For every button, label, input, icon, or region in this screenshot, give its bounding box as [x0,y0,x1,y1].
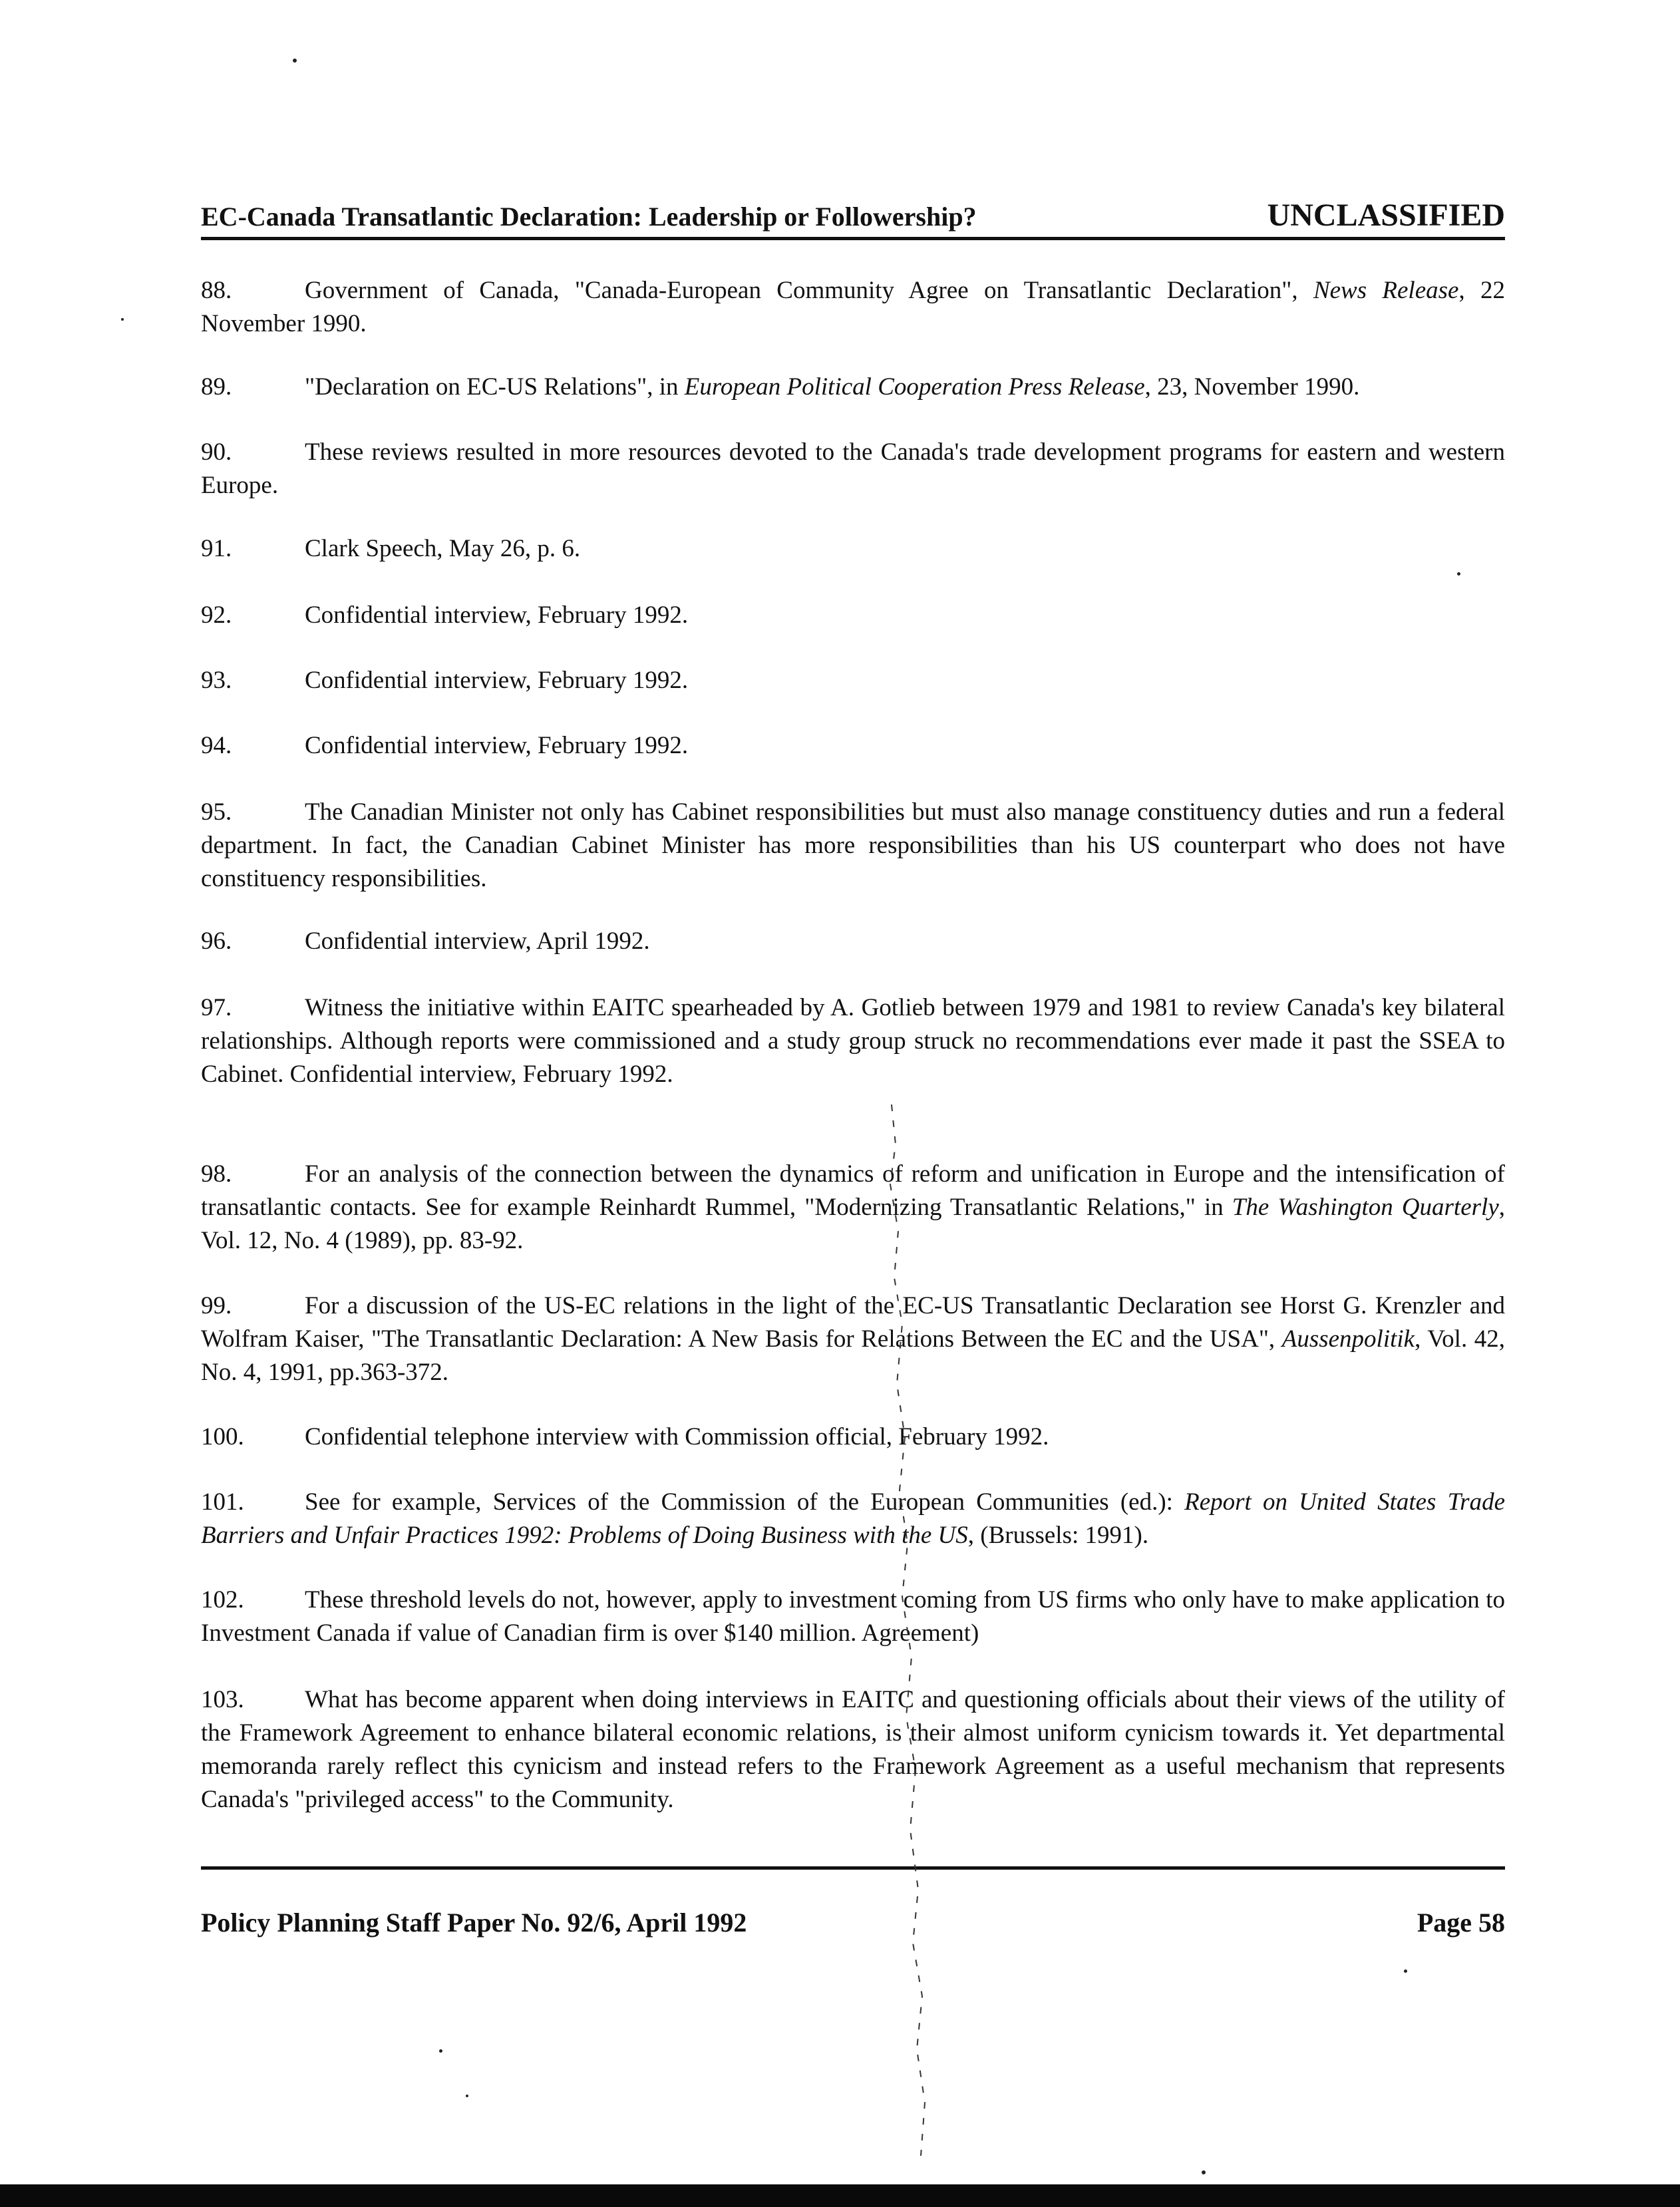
footnote-text: Clark Speech, May 26, p. 6. [305,535,581,562]
footnote-text: These threshold levels do not, however, apply to investment coming from US firms who only have to make application to Investment Canada if value of Canadian firm is over $140 million. Agreement) [201,1586,1505,1647]
footnote-92 [201,599,1505,632]
footnote-96 [201,925,1505,958]
footnote-text: , Vol. 42, No. 4, 1991, pp.363-372. [201,1325,1506,1386]
footnote-number: 90. [201,438,232,466]
paper-reference: Policy Planning Staff Paper No. 92/6, April 1992 [201,1908,747,1938]
footnote-text: These reviews resulted in more resources devoted to the Canada's trade development programs for eastern and western Europe. [201,438,1505,499]
footnote-text: , (Brussels: 1991). [967,1522,1149,1549]
footnote-text: Witness the initiative within EAITC spearheaded by A. Gotlieb between 1979 and 1981 to review Canada's key bilateral relationships. Although reports were commissioned and a study group struck no recommendations ever made it past the SSEA to Cabinet. Confidential interview, February 1992. [201,994,1505,1088]
scan-speck [1457,572,1460,576]
footnote-text: See for example, Services of the Commission of the European Communities (ed.): [305,1488,1185,1516]
footnote-text: Confidential interview, February 1992. [305,667,689,694]
footnote-number: 92. [201,601,232,629]
footnote-97 [201,991,1505,1091]
footnote-text: , Vol. 12, No. 4 (1989), pp. 83-92. [201,1194,1505,1254]
footnote-text: What has become apparent when doing interviews in EAITC and questioning officials about their views of the utility of the Framework Agreement to enhance bilateral economic relations, is their almost uniform cynicism towards it. Yet departmental memoranda rarely reflect this cynicism and instead refers to the Framework Agreement as a useful mechanism that represents Canada's "privileged access" to the Community. [201,1686,1505,1813]
footnote-93 [201,664,1505,697]
classification-label: UNCLASSIFIED [1267,198,1505,233]
footnote-text: Confidential interview, April 1992. [305,928,650,955]
scan-border [0,2184,1680,2207]
scan-speck [1404,1969,1407,1973]
footnote-91 [201,532,1505,566]
footnote-number: 91. [201,535,232,562]
footnote-title-italic: News Release [1313,277,1459,304]
footnote-text: , 22 November 1990. [201,277,1505,337]
footnote-number: 94. [201,732,232,759]
scan-speck [1202,2170,1206,2174]
footnote-title-italic: The Washington Quarterly [1232,1194,1499,1221]
footnote-number: 95. [201,798,232,826]
footnote-text: Confidential interview, February 1992. [305,732,689,759]
footnote-number: 98. [201,1160,232,1188]
footnote-90 [201,436,1505,502]
footnote-number: 96. [201,928,232,955]
page-header [201,197,1505,240]
footnote-89 [201,371,1505,404]
footnote-number: 100. [201,1423,244,1450]
footnote-number: 88. [201,277,232,304]
footnote-text: For a discussion of the US-EC relations in the light of the EC-US Transatlantic Declaration see Horst G. Krenzler and Wolfram Kaiser, "The Transatlantic Declaration: A New Basis for Relations Between the EC and the USA", [201,1292,1505,1353]
footnote-text: "Declaration on EC-US Relations", in [305,373,685,401]
footnote-number: 97. [201,994,232,1021]
footnote-text: Confidential telephone interview with Commission official, February 1992. [305,1423,1049,1450]
footnote-number: 101. [201,1488,244,1516]
footnote-number: 103. [201,1686,244,1713]
page-number: Page 58 [1417,1908,1505,1938]
footnote-text: For an analysis of the connection between the dynamics of reform and unification in Europe and the intensification of transatlantic contacts. See for example Reinhardt Rummel, "Modernizing Transatlantic Relations," in [201,1160,1505,1221]
footnote-text: Government of Canada, "Canada-European Community Agree on Transatlantic Declaration", [305,277,1313,304]
document-title: EC-Canada Transatlantic Declaration: Leadership or Followership? [201,202,977,232]
footnote-88 [201,274,1505,341]
footnote-95 [201,796,1505,896]
footnote-text: The Canadian Minister not only has Cabinet responsibilities but must also manage constituency duties and run a federal department. In fact, the Canadian Cabinet Minister has more responsibilities than his US counterpart who does not have constituency responsibilities. [201,798,1505,892]
footnote-number: 99. [201,1292,232,1319]
scan-speck [466,2095,468,2097]
footnote-number: 102. [201,1586,244,1613]
scan-speck [121,318,124,321]
footnote-title-italic: Aussenpolitik [1281,1325,1415,1353]
paper-crack [838,1104,971,2182]
footnote-94 [201,729,1505,763]
footnote-text: Confidential interview, February 1992. [305,601,689,629]
footnote-title-italic: European Political Cooperation Press Release [684,373,1145,401]
scan-speck [439,2049,442,2053]
footnote-number: 89. [201,373,232,401]
footnote-title-italic: Report on United States Trade Barriers and Unfair Practices 1992: Problems of Doing Business with the US [201,1488,1505,1549]
footnote-text: , 23, November 1990. [1144,373,1360,401]
footnote-number: 93. [201,667,232,694]
scan-speck [293,59,297,63]
